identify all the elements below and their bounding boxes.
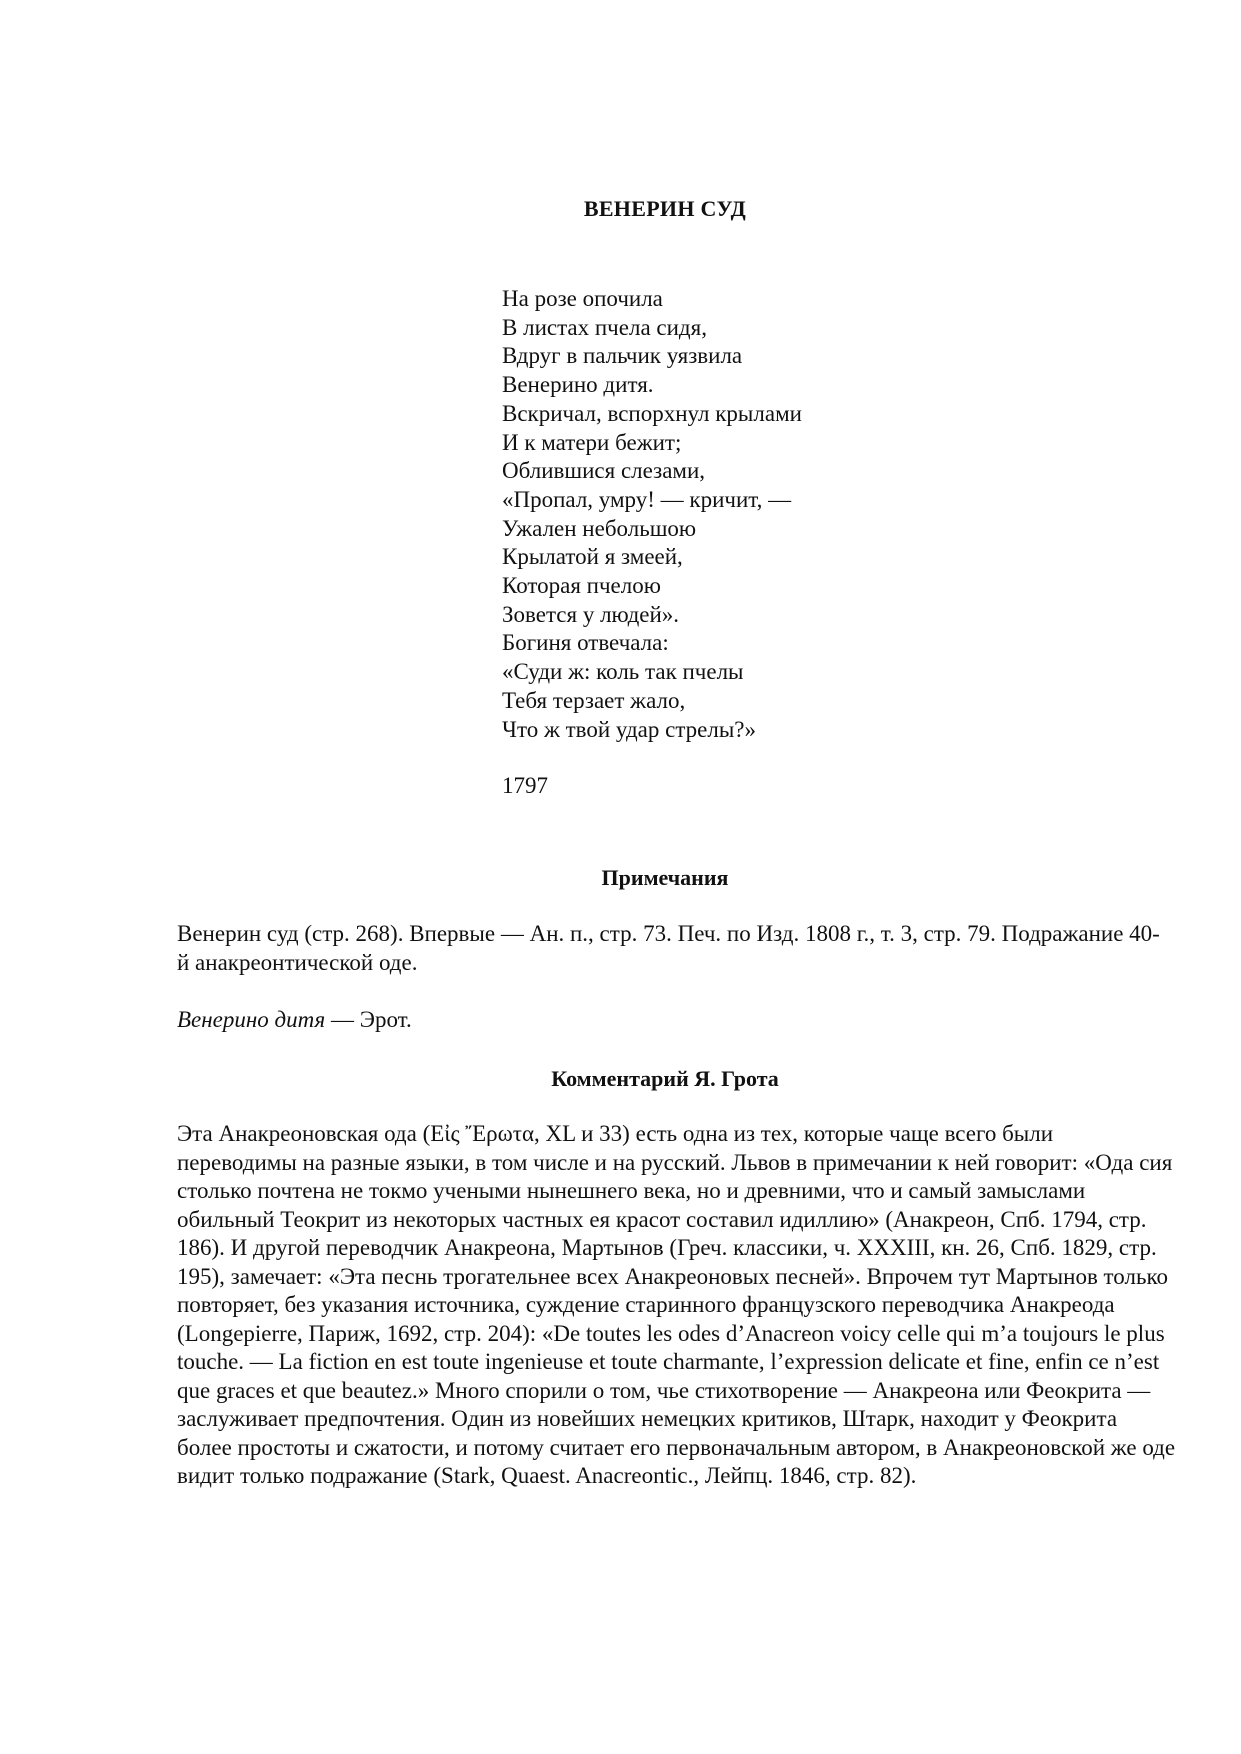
- poem-body: [502, 285, 802, 744]
- poem-title: ВЕНЕРИН СУД: [583, 196, 747, 221]
- poem-line: Облившися слезами,: [502, 458, 706, 484]
- note-paragraph-eros: [177, 1006, 1167, 1035]
- poem-line: Богиня отвечала:: [502, 630, 669, 656]
- poem-line: Вдруг в пальчик уязвила: [502, 343, 743, 369]
- note-paragraph: Венерин суд (стр. 268). Впервые — Ан. п., стр. 73. Печ. по Изд. 1808 г., т. 3, стр. 79. Подражание 40-й анакреонтической оде.: [177, 921, 1160, 975]
- poem-line: Зовется у людей».: [502, 601, 680, 627]
- note-definition: — Эрот.: [325, 1007, 412, 1032]
- commentary-text: Эта Анакреоновская ода (Εἰς Ἔρωτα, XL и 33) есть одна из тех, которые чаще всего были переводимы на разные языки, в том числе и на русский. Львов в примечании к ней говорит: «Ода сия столько почтена не токмо учеными нынешнего века, но и древними, что и самый замыслами обильный Теокрит из некоторых частных ея красот составил идиллию» (Анакреон, Спб. 1794, стр. 186). И другой переводчик Анакреона, Мартынов (Греч. классики, ч. XXXIII, кн. 26, Спб. 1829, стр. 195), замечает: «Эта песнь трогательнее всех Анакреоновых песней». Впрочем тут Мартынов только повторяет, без указания источника, суждение старинного французского переводчика Анакреода (Longepierre, Париж, 1692, стр. 204): «De toutes les odes d’Anacreon voicy celle qui m’a toujours le plus touche. — La fiction en est toute ingenieuse et toute charmante, l’expression delicate et fine, enfin ce n’est que graces et que beautez.» Много спорили о том, чье стихотворение — Анакреона или Феокрита — заслуживает предпочтения. Один из новейших немецких критиков, Штарк, находит у Феокрита более простоты и сжатости, и потому считает его первоначальным автором, в Анакреоновской же оде видит только подражание (Stark, Quaest. Anacreontic., Лейпц. 1846, стр. 82).: [177, 1121, 1176, 1488]
- poem-line: В листах пчела сидя,: [502, 314, 707, 340]
- poem-line: Ужален небольшою: [502, 515, 697, 541]
- poem-line: Вскричал, вспорхнул крылами: [502, 400, 802, 426]
- poem-line: Венерино дитя.: [502, 372, 654, 398]
- poem-line: Что ж твой удар стрелы?»: [502, 716, 756, 742]
- note-italic-term: Венерино дитя: [177, 1007, 326, 1032]
- poem-line: И к матери бежит;: [502, 429, 682, 455]
- commentary-heading: Комментарий Я. Грота: [551, 1066, 779, 1091]
- poem-line: Которая пчелою: [502, 573, 661, 599]
- poem-line: Тебя терзает жало,: [502, 687, 686, 713]
- poem-year: 1797: [502, 773, 548, 798]
- poem-line: «Суди ж: коль так пчелы: [502, 659, 744, 685]
- poem-line: «Пропал, умру! — кричит, —: [502, 486, 792, 512]
- notes-heading: Примечания: [601, 865, 729, 890]
- poem-line: Крылатой я змеей,: [502, 544, 683, 570]
- poem-line: На розе опочила: [502, 286, 663, 311]
